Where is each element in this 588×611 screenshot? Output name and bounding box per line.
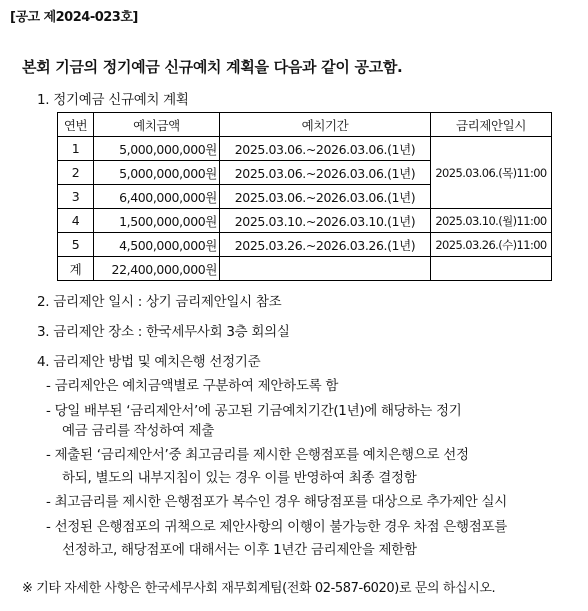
row-no: 5 (58, 233, 94, 257)
total-amount: 22,400,000,000원 (94, 257, 220, 281)
row-amount: 5,000,000,000원 (94, 161, 220, 185)
bullet-4: - 최고금리를 제시한 은행점포가 복수인 경우 해당점포를 대상으로 추가제안 실시 (46, 494, 507, 510)
row-no: 4 (58, 209, 94, 233)
proposal-date-1: 2025.03.06.(목)11:00 (431, 137, 552, 209)
table-total-row (58, 257, 552, 281)
total-label: 계 (58, 257, 94, 281)
table-row (58, 209, 552, 233)
bullet-2-line-2: 예금 금리를 작성하여 제출 (62, 423, 215, 439)
row-no: 1 (58, 137, 94, 161)
notice-number: [공고 제2024-023호] (10, 10, 138, 25)
row-period: 2025.03.26.~2026.03.26.(1년) (220, 233, 431, 257)
row-period: 2025.03.06.~2026.03.06.(1년) (220, 137, 431, 161)
bullet-3-line-1: - 제출된 ‘금리제안서’중 최고금리를 제시한 은행점포를 예치은행으로 선정 (46, 447, 469, 463)
row-amount: 1,500,000,000원 (94, 209, 220, 233)
bullet-3-line-2: 하되, 별도의 내부지침이 있는 경우 이를 반영하여 최종 결정함 (62, 470, 417, 486)
deposit-plan-table (57, 112, 552, 281)
bullet-2-line-1: - 당일 배부된 ‘금리제안서’에 공고된 기금예치기간(1년)에 해당하는 정기 (46, 403, 462, 419)
table-row (58, 137, 552, 161)
section-3: 3. 금리제안 장소 : 한국세무사회 3층 회의실 (37, 324, 290, 340)
bullet-5-line-1: - 선정된 은행점포의 귀책으로 제안사항의 이행이 불가능한 경우 차점 은행점포를 (46, 519, 507, 535)
contact-footnote: ※ 기타 자세한 사항은 한국세무사회 재무회계팀(전화 02-587-6020)로 문의 하십시오. (22, 581, 496, 596)
header-period: 예치기간 (220, 113, 431, 137)
headline: 본회 기금의 정기예금 신규예치 계획을 다음과 같이 공고함. (22, 58, 403, 76)
header-amount: 예치금액 (94, 113, 220, 137)
row-period: 2025.03.06.~2026.03.06.(1년) (220, 185, 431, 209)
total-period-empty (220, 257, 431, 281)
row-amount: 4,500,000,000원 (94, 233, 220, 257)
row-no: 2 (58, 161, 94, 185)
row-amount: 6,400,000,000원 (94, 185, 220, 209)
header-proposal-date: 금리제안일시 (431, 113, 552, 137)
total-date-empty (431, 257, 552, 281)
section-2: 2. 금리제안 일시 : 상기 금리제안일시 참조 (37, 294, 282, 310)
row-period: 2025.03.06.~2026.03.06.(1년) (220, 161, 431, 185)
bullet-5-line-2: 선정하고, 해당점포에 대해서는 이후 1년간 금리제안을 제한함 (62, 542, 417, 558)
table-header-row (58, 113, 552, 137)
row-amount: 5,000,000,000원 (94, 137, 220, 161)
row-period: 2025.03.10.~2026.03.10.(1년) (220, 209, 431, 233)
table-row (58, 233, 552, 257)
section-1-title: 1. 정기예금 신규예치 계획 (37, 92, 189, 108)
proposal-date-2: 2025.03.10.(월)11:00 (431, 209, 552, 233)
bullet-1: - 금리제안은 예치금액별로 구분하여 제안하도록 함 (46, 378, 339, 394)
proposal-date-3: 2025.03.26.(수)11:00 (431, 233, 552, 257)
section-4-title: 4. 금리제안 방법 및 예치은행 선정기준 (37, 354, 261, 370)
header-no: 연번 (58, 113, 94, 137)
row-no: 3 (58, 185, 94, 209)
